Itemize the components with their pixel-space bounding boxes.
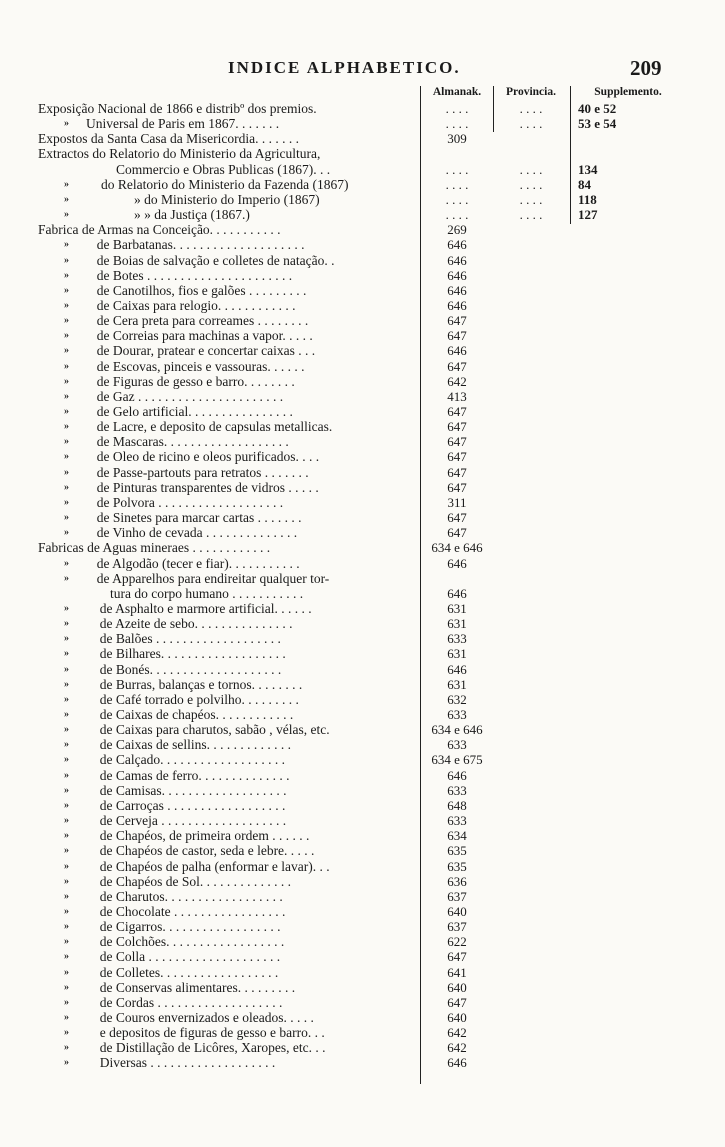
index-entry (0, 419, 725, 434)
entry-text: de Cigarros. . . . . . . . . . . . . . . . . . (99, 919, 281, 935)
almanak-page: 646 (447, 282, 467, 298)
entry-text: de Lacre, e deposito de capsulas metallicas. (96, 419, 333, 435)
ditto-mark: » (64, 436, 69, 448)
entry-text: de Cordas . . . . . . . . . . . . . . . . . . . (99, 994, 283, 1010)
almanak-page: 311 (447, 494, 467, 510)
almanak-page: . . . . (445, 191, 469, 207)
ditto-mark: » (64, 360, 69, 372)
supplemento-page: 84 (578, 176, 591, 192)
almanak-page: 646 (447, 343, 467, 359)
index-entry (0, 859, 725, 874)
entry-text: Universal de Paris em 1867. . . . . . . (86, 116, 280, 132)
index-entry (0, 313, 725, 328)
entry-text: de Passe-partouts para retratos . . . . . . . (96, 464, 309, 480)
ditto-mark: » (64, 709, 69, 720)
almanak-page: 631 (447, 676, 467, 692)
entry-text: de Conservas alimentares. . . . . . . . . (99, 979, 296, 995)
almanak-page: 646 (447, 1055, 467, 1071)
index-entry (0, 843, 725, 858)
index-entry (0, 283, 725, 298)
almanak-page: 633 (447, 631, 467, 647)
entry-text: de Bonés. . . . . . . . . . . . . . . . . . . . (99, 661, 282, 677)
entry-text: de Colchões. . . . . . . . . . . . . . . . . . (99, 934, 285, 950)
ditto-mark: » (64, 648, 69, 660)
almanak-page: 647 (447, 419, 467, 435)
entry-text: de Oleo de ricino e oleos purificados. . . . (96, 449, 320, 465)
entry-text: de Cera preta para correames . . . . . . . . (96, 313, 309, 329)
almanak-page: 648 (447, 797, 467, 813)
almanak-page: 633 (447, 707, 467, 722)
provincia-page: . . . . (519, 176, 543, 192)
almanak-page: 646 (447, 237, 467, 253)
entry-text: de Couros envernizados e oleados. . . . . (99, 1010, 314, 1025)
index-entry (0, 1025, 725, 1040)
index-entry (0, 328, 725, 343)
entry-text: de Charutos. . . . . . . . . . . . . . . . . . (99, 888, 283, 904)
entry-text: de Canotilhos, fios e galões . . . . . . . . . (96, 282, 307, 298)
entry-text: de Caixas para charutos, sabão , vélas, etc. (99, 722, 330, 738)
ditto-mark: » (64, 739, 69, 751)
almanak-page: 269 (447, 222, 467, 238)
ditto-mark: » (64, 936, 69, 948)
entry-text: de Bilhares. . . . . . . . . . . . . . . . . . . (99, 646, 286, 662)
index-entry (0, 798, 725, 813)
ditto-mark: » (64, 284, 69, 296)
almanak-page: 413 (447, 388, 467, 404)
entry-text: de Polvora . . . . . . . . . . . . . . . . . . . (96, 494, 284, 510)
almanak-page: 631 (447, 600, 467, 616)
ditto-mark: » (64, 315, 69, 327)
almanak-page: 640 (447, 903, 467, 919)
ditto-mark: » (64, 754, 69, 766)
ditto-mark: » (64, 330, 69, 342)
index-entry (0, 162, 725, 177)
almanak-page: . . . . (445, 176, 469, 192)
index-entry (0, 934, 725, 949)
ditto-mark: » (64, 678, 69, 690)
ditto-mark: » (64, 951, 69, 963)
index-entry (0, 465, 725, 480)
almanak-page: 646 (447, 661, 467, 677)
ditto-mark: » (64, 799, 69, 811)
ditto-mark: » (64, 572, 69, 584)
entry-text: de Caixas de sellins. . . . . . . . . . . . . (99, 737, 292, 753)
ditto-mark: » (64, 981, 69, 993)
entry-text: de Gaz . . . . . . . . . . . . . . . . . . . . . . (96, 388, 284, 404)
ditto-mark: » (64, 815, 69, 827)
ditto-mark: » (64, 966, 69, 978)
almanak-page: 647 (447, 434, 467, 450)
entry-text: Fabricas de Aguas mineraes . . . . . . . . . . . . (38, 540, 271, 556)
index-entry (0, 965, 725, 980)
entry-text: de Calçado. . . . . . . . . . . . . . . . . . . (99, 752, 286, 768)
ditto-mark: » (64, 663, 69, 675)
index-entry (0, 146, 725, 161)
ditto-mark: » (64, 209, 69, 221)
entry-text: de Sinetes para marcar cartas . . . . . . . (96, 510, 302, 526)
ditto-mark: » (64, 618, 69, 630)
index-entry (0, 298, 725, 313)
entry-text: de Boias de salvação e colletes de natação. . (96, 252, 335, 268)
almanak-page: 642 (447, 373, 467, 389)
entry-text: de Balões . . . . . . . . . . . . . . . . . . . (99, 631, 281, 647)
entry-text: de Algodão (tecer e fiar). . . . . . . . . . . (96, 555, 300, 571)
index-entry (0, 207, 725, 222)
almanak-page: 646 (447, 297, 467, 313)
entry-text: de Dourar, pratear e concertar caixas . . . (96, 343, 316, 359)
index-entry (0, 1040, 725, 1055)
entry-text: Extractos do Relatorio do Ministerio da Agricultura, (38, 146, 321, 162)
index-entry (0, 692, 725, 707)
entry-text: » do Ministerio do Imperio (1867) (134, 191, 320, 207)
ditto-mark: » (64, 724, 69, 736)
index-entry (0, 995, 725, 1010)
ditto-mark: » (64, 481, 69, 493)
almanak-page: 637 (447, 919, 467, 935)
ditto-mark: » (64, 118, 69, 130)
index-entry (0, 116, 725, 131)
ditto-mark: » (64, 921, 69, 933)
ditto-mark: » (64, 345, 69, 357)
index-entry (0, 889, 725, 904)
almanak-page: 646 (447, 267, 467, 283)
almanak-page: 633 (447, 782, 467, 798)
entry-text: de Asphalto e marmore artificial. . . . . . (99, 600, 312, 616)
index-entry (0, 192, 725, 207)
provincia-page: . . . . (519, 207, 543, 223)
almanak-page: 632 (447, 691, 467, 707)
index-entry (0, 1055, 725, 1070)
column-header-supplemento: Supplemento. (594, 86, 662, 98)
entry-text: de Chocolate . . . . . . . . . . . . . . . . . (99, 903, 286, 919)
ditto-mark: » (64, 254, 69, 266)
index-entry (0, 359, 725, 374)
almanak-page: 647 (447, 464, 467, 480)
index-entry (0, 631, 725, 646)
entry-text: de Escovas, pinceis e vassouras. . . . . . (96, 358, 305, 374)
almanak-page: 646 (447, 767, 467, 783)
entry-text: de Caixas para relogio. . . . . . . . . . . . (96, 297, 296, 313)
entry-text: de Azeite de sebo. . . . . . . . . . . . . . . (99, 616, 293, 632)
ditto-mark: » (64, 375, 69, 387)
almanak-page: . . . . (445, 161, 469, 177)
index-entry (0, 949, 725, 964)
index-entry (0, 495, 725, 510)
supplemento-page: 118 (578, 191, 597, 207)
entry-text: do Relatorio do Ministerio da Fazenda (1867) (101, 176, 349, 192)
entry-text: de Mascaras. . . . . . . . . . . . . . . . . . . (96, 434, 289, 450)
ditto-mark: » (64, 693, 69, 705)
index-entry (0, 737, 725, 752)
index-entry (0, 874, 725, 889)
almanak-page: 634 e 646 (431, 722, 483, 738)
entry-text: de Chapéos de castor, seda e lebre. . . . . (99, 843, 315, 859)
index-entry (0, 222, 725, 237)
index-entry (0, 707, 725, 722)
ditto-mark: » (64, 421, 69, 433)
entry-text: de Colletes. . . . . . . . . . . . . . . . . . (99, 964, 279, 980)
entry-text: de Chapéos, de primeira ordem . . . . . . (99, 828, 310, 844)
almanak-page: 647 (447, 449, 467, 465)
index-entry (0, 919, 725, 934)
ditto-mark: » (64, 496, 69, 508)
ditto-mark: » (64, 769, 69, 781)
almanak-page: 641 (447, 964, 467, 980)
entry-text: Fabrica de Armas na Conceição. . . . . . . . . . . (38, 222, 281, 238)
almanak-page: 646 (447, 585, 467, 601)
entry-text: de Chapéos de palha (enformar e lavar). . . (99, 858, 330, 874)
almanak-page: 646 (447, 555, 467, 571)
ditto-mark: » (64, 602, 69, 614)
ditto-mark: » (64, 830, 69, 842)
ditto-mark: » (64, 527, 69, 539)
index-entry (0, 449, 725, 464)
entry-text: de Café torrado e polvilho. . . . . . . . . (99, 691, 299, 707)
almanak-page: 309 (447, 131, 467, 147)
index-entry (0, 677, 725, 692)
almanak-page: 633 (447, 813, 467, 829)
ditto-mark: » (64, 890, 69, 902)
ditto-mark: » (64, 996, 69, 1008)
entry-text: de Vinho de cevada . . . . . . . . . . . . . . (96, 525, 298, 541)
index-entry (0, 540, 725, 555)
ditto-mark: » (64, 451, 69, 463)
almanak-page: . . . . (445, 207, 469, 223)
index-entry (0, 980, 725, 995)
ditto-mark: » (64, 784, 69, 796)
almanak-page: 622 (447, 934, 467, 950)
entry-text: de Pinturas transparentes de vidros . . . . . (96, 479, 319, 495)
almanak-page: 635 (447, 858, 467, 874)
index-entry (0, 828, 725, 843)
index-entry (0, 1010, 725, 1025)
ditto-mark: » (64, 557, 69, 569)
ditto-mark: » (64, 633, 69, 645)
ditto-mark: » (64, 193, 69, 205)
entry-text: Diversas . . . . . . . . . . . . . . . . . . . (99, 1055, 276, 1071)
entry-text: e depositos de figuras de gesso e barro. . . (99, 1025, 325, 1041)
almanak-page: 647 (447, 949, 467, 965)
almanak-page: 635 (447, 843, 467, 859)
almanak-page: 642 (447, 1025, 467, 1041)
entry-text: Exposição Nacional de 1866 e distribº dos premios. (38, 101, 317, 116)
supplemento-page: 134 (578, 161, 598, 177)
ditto-mark: » (64, 406, 69, 417)
entry-text: de Camas de ferro. . . . . . . . . . . . . . (99, 767, 290, 783)
almanak-page: 631 (447, 646, 467, 662)
entry-text: de Colla . . . . . . . . . . . . . . . . . . . . (99, 949, 281, 965)
ditto-mark: » (64, 1012, 69, 1023)
column-header-almanak: Almanak. (432, 86, 482, 98)
almanak-page: 647 (447, 358, 467, 374)
index-entry (0, 510, 725, 525)
page-title: INDICE ALPHABETICO. (228, 58, 461, 77)
index-entry (0, 601, 725, 616)
ditto-mark: » (64, 512, 69, 524)
ditto-mark: » (64, 269, 69, 281)
index-entry (0, 374, 725, 389)
almanak-page: 647 (447, 525, 467, 541)
almanak-page: 636 (447, 873, 467, 889)
ditto-mark: » (64, 1042, 69, 1054)
almanak-page: 640 (447, 1010, 467, 1025)
provincia-page: . . . . (519, 116, 543, 132)
almanak-page: 634 e 646 (431, 540, 483, 556)
ditto-mark: » (64, 860, 69, 872)
index-entry (0, 646, 725, 661)
ditto-mark: » (64, 845, 69, 857)
almanak-page: 640 (447, 979, 467, 995)
supplemento-page: 127 (578, 207, 598, 223)
entry-text: de Figuras de gesso e barro. . . . . . . . (96, 373, 295, 389)
ditto-mark: » (64, 239, 69, 251)
ditto-mark: » (64, 178, 69, 190)
almanak-page: . . . . (445, 101, 469, 116)
almanak-page: 646 (447, 252, 467, 268)
entry-text: de Barbatanas. . . . . . . . . . . . . . . . . . . . (96, 237, 305, 253)
supplemento-page: 53 e 54 (578, 116, 617, 132)
almanak-page: 647 (447, 404, 467, 419)
index-entry (0, 783, 725, 798)
entry-text: Commercio e Obras Publicas (1867). . . (116, 161, 331, 177)
almanak-page: 647 (447, 510, 467, 526)
index-entry (0, 434, 725, 449)
index-entry (0, 768, 725, 783)
entry-text: de Burras, balanças e tornos. . . . . . . . (99, 676, 303, 692)
index-entry (0, 722, 725, 737)
almanak-page: 634 e 675 (431, 752, 483, 768)
entry-text: de Botes . . . . . . . . . . . . . . . . . . . . . . (96, 267, 293, 283)
index-entry (0, 101, 725, 116)
entry-text: Expostos da Santa Casa da Misericordia. . . . . . . (38, 131, 299, 147)
ditto-mark: » (64, 1057, 69, 1069)
ditto-mark: » (64, 299, 69, 311)
entry-text: de Gelo artificial. . . . . . . . . . . . . . . . (96, 404, 293, 419)
almanak-page: 642 (447, 1040, 467, 1056)
index-entry (0, 480, 725, 495)
index-entry (0, 813, 725, 828)
ditto-mark: » (64, 390, 69, 402)
index-entry (0, 752, 725, 767)
index-entry (0, 571, 725, 586)
entry-text: » » da Justiça (1867.) (134, 207, 250, 223)
entry-text: de Camisas. . . . . . . . . . . . . . . . . . . (99, 782, 287, 798)
entry-text: de Carroças . . . . . . . . . . . . . . . . . . (99, 797, 286, 813)
entry-text: de Caixas de chapéos. . . . . . . . . . . . (99, 707, 294, 722)
almanak-page: 647 (447, 313, 467, 329)
column-header-provincia: Provincia. (506, 86, 556, 98)
almanak-page: . . . . (445, 116, 469, 132)
index-entry (0, 177, 725, 192)
index-entry (0, 525, 725, 540)
page-number: 209 (630, 56, 662, 80)
almanak-page: 637 (447, 888, 467, 904)
almanak-page: 633 (447, 737, 467, 753)
page-header (0, 58, 725, 82)
provincia-page: . . . . (519, 101, 543, 116)
almanak-page: 631 (447, 616, 467, 632)
almanak-page: 647 (447, 479, 467, 495)
provincia-page: . . . . (519, 191, 543, 207)
entry-text: de Correias para machinas a vapor. . . . . (96, 328, 313, 344)
ditto-mark: » (64, 905, 69, 917)
index-entry (0, 556, 725, 571)
index-entry (0, 586, 725, 601)
supplemento-page: 40 e 52 (578, 101, 617, 116)
entry-text: de Distillação de Licôres, Xaropes, etc. . . (99, 1040, 326, 1056)
almanak-page: 647 (447, 328, 467, 344)
almanak-page: 647 (447, 994, 467, 1010)
entry-text: de Apparelhos para endireitar qualquer tor- (96, 570, 330, 586)
index-entry (0, 253, 725, 268)
ditto-mark: » (64, 875, 69, 887)
index-entry (0, 904, 725, 919)
index-entry (0, 662, 725, 677)
entry-text: de Cerveja . . . . . . . . . . . . . . . . . . . (99, 813, 287, 829)
index-entry (0, 404, 725, 419)
entry-text: tura do corpo humano . . . . . . . . . . . (110, 585, 304, 601)
index-entry (0, 389, 725, 404)
index-entry (0, 268, 725, 283)
index-entry (0, 237, 725, 252)
ditto-mark: » (64, 466, 69, 478)
provincia-page: . . . . (519, 161, 543, 177)
ditto-mark: » (64, 1027, 69, 1039)
index-entry (0, 343, 725, 358)
index-entry (0, 616, 725, 631)
almanak-page: 634 (447, 828, 467, 844)
index-entry (0, 131, 725, 146)
entry-text: de Chapéos de Sol. . . . . . . . . . . . . . (99, 873, 292, 889)
